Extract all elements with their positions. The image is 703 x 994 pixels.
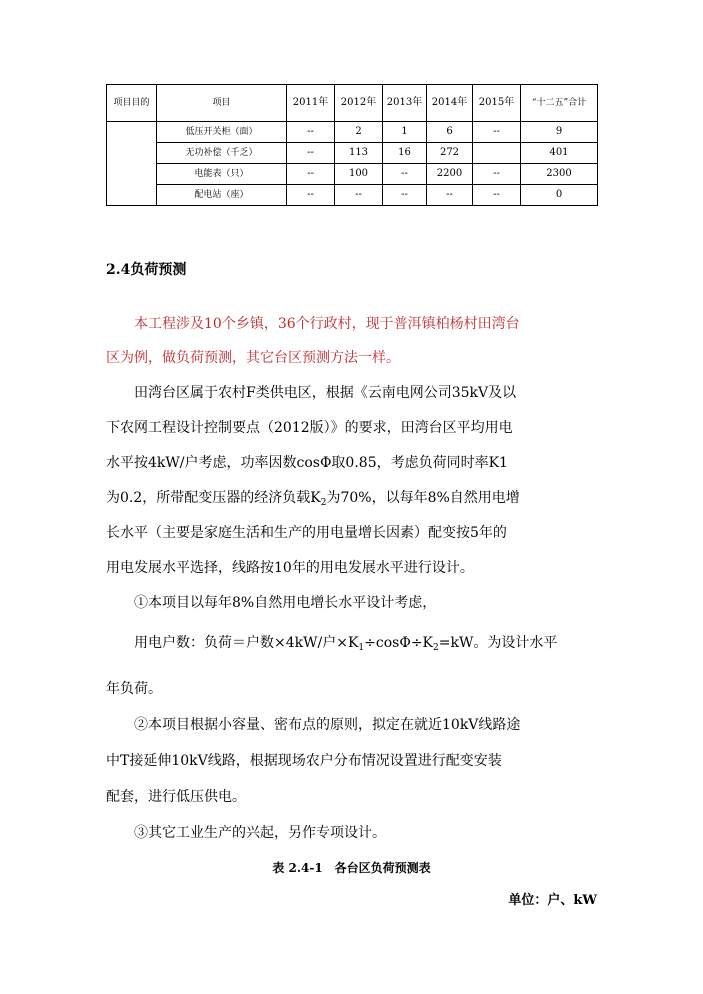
table-cell: 16 bbox=[383, 143, 427, 164]
table-cell: -- bbox=[335, 185, 383, 206]
table-cell: 401 bbox=[521, 143, 598, 164]
table-cell: 无功补偿（千乏） bbox=[157, 143, 287, 164]
table-cell: 6 bbox=[427, 122, 473, 143]
paragraph-line: ③其它工业生产的兴起，另作专项设计。 bbox=[134, 825, 386, 841]
table-cell: -- bbox=[383, 164, 427, 185]
table-cell: 0 bbox=[521, 185, 598, 206]
table-cell: -- bbox=[287, 164, 335, 185]
text-run: 为0.2，所带配变压器的经济负载K bbox=[106, 490, 321, 506]
header-cell: 2014年 bbox=[427, 85, 473, 122]
paragraph-line: 下农网工程设计控制要点（2012版）》的要求，田湾台区平均用电 bbox=[106, 420, 513, 436]
subscript: 2 bbox=[433, 643, 439, 653]
subscript: 1 bbox=[358, 643, 365, 653]
investment-table bbox=[106, 84, 598, 206]
table-cell: -- bbox=[473, 122, 521, 143]
unit-label: 单位：户、kW bbox=[508, 893, 597, 908]
text-run: ÷cosΦ÷K bbox=[364, 635, 434, 651]
paragraph-line bbox=[106, 488, 598, 508]
table-cell: 2 bbox=[335, 122, 383, 143]
header-cell: 项目目的 bbox=[107, 85, 157, 122]
paragraph-line bbox=[134, 633, 598, 653]
paragraph-line: 配套，进行低压供电。 bbox=[106, 789, 246, 805]
paragraph-line: 区为例，做负荷预测，其它台区预测方法一样。 bbox=[106, 350, 400, 366]
table-cell: 113 bbox=[335, 143, 383, 164]
header-cell: “十二五”合计 bbox=[521, 85, 598, 122]
table-cell: 2300 bbox=[521, 164, 598, 185]
table-cell: 272 bbox=[427, 143, 473, 164]
paragraph-line: 年负荷。 bbox=[106, 681, 162, 697]
table-cell bbox=[107, 122, 157, 206]
paragraph-line: 田湾台区属于农村F类供电区，根据《云南电网公司35kV及以 bbox=[134, 385, 517, 401]
table-cell: 电能表（只） bbox=[157, 164, 287, 185]
header-cell: 2012年 bbox=[335, 85, 383, 122]
table-cell: -- bbox=[287, 122, 335, 143]
table-cell: 配电站（座） bbox=[157, 185, 287, 206]
paragraph-line: ②本项目根据小容量、密布点的原则，拟定在就近10kV线路途 bbox=[134, 717, 521, 733]
header-cell: 2011年 bbox=[287, 85, 335, 122]
text-run: =kW。为设计水平 bbox=[438, 635, 558, 651]
paragraph-line: 水平按4kW/户考虑，功率因数cosΦ取0.85，考虑负荷同时率K1 bbox=[106, 455, 508, 471]
table-row bbox=[107, 143, 598, 164]
section-heading: 2.4负荷预测 bbox=[106, 262, 187, 278]
table-cell: -- bbox=[287, 185, 335, 206]
table-cell: 2200 bbox=[427, 164, 473, 185]
table-cell: -- bbox=[287, 143, 335, 164]
paragraph-line: 本工程涉及10个乡镇，36个行政村，现于普洱镇柏杨村田湾台 bbox=[134, 316, 520, 332]
table-row bbox=[107, 164, 598, 185]
table-row bbox=[107, 185, 598, 206]
table-row bbox=[107, 122, 598, 143]
table-cell: 1 bbox=[383, 122, 427, 143]
table-cell: -- bbox=[383, 185, 427, 206]
table-cell: -- bbox=[427, 185, 473, 206]
table-cell: 9 bbox=[521, 122, 598, 143]
table-caption: 表 2.4-1 各台区负荷预测表 bbox=[272, 861, 431, 875]
header-cell: 项目 bbox=[157, 85, 287, 122]
paragraph-line: ①本项目以每年8%自然用电增长水平设计考虑， bbox=[134, 595, 437, 611]
table-cell: -- bbox=[473, 164, 521, 185]
paragraph-line: 用电发展水平选择，线路按10年的用电发展水平进行设计。 bbox=[106, 560, 474, 576]
paragraph-line: 中T接延伸10kV线路，根据现场农户分布情况设置进行配变安装 bbox=[106, 753, 502, 769]
table-cell bbox=[473, 143, 521, 164]
text-run: 为70%，以每年8%自然用电增 bbox=[326, 490, 520, 506]
text-run: 用电户数：负荷＝户数×4kW/户×K bbox=[134, 635, 359, 651]
header-cell: 2015年 bbox=[473, 85, 521, 122]
table-cell: -- bbox=[473, 185, 521, 206]
subscript: 2 bbox=[320, 498, 327, 508]
table-header-row bbox=[107, 85, 598, 122]
table-cell: 100 bbox=[335, 164, 383, 185]
table-cell: 低压开关柜（面） bbox=[157, 122, 287, 143]
header-cell: 2013年 bbox=[383, 85, 427, 122]
paragraph-line: 长水平（主要是家庭生活和生产的用电量增长因素）配变按5年的 bbox=[106, 525, 507, 541]
